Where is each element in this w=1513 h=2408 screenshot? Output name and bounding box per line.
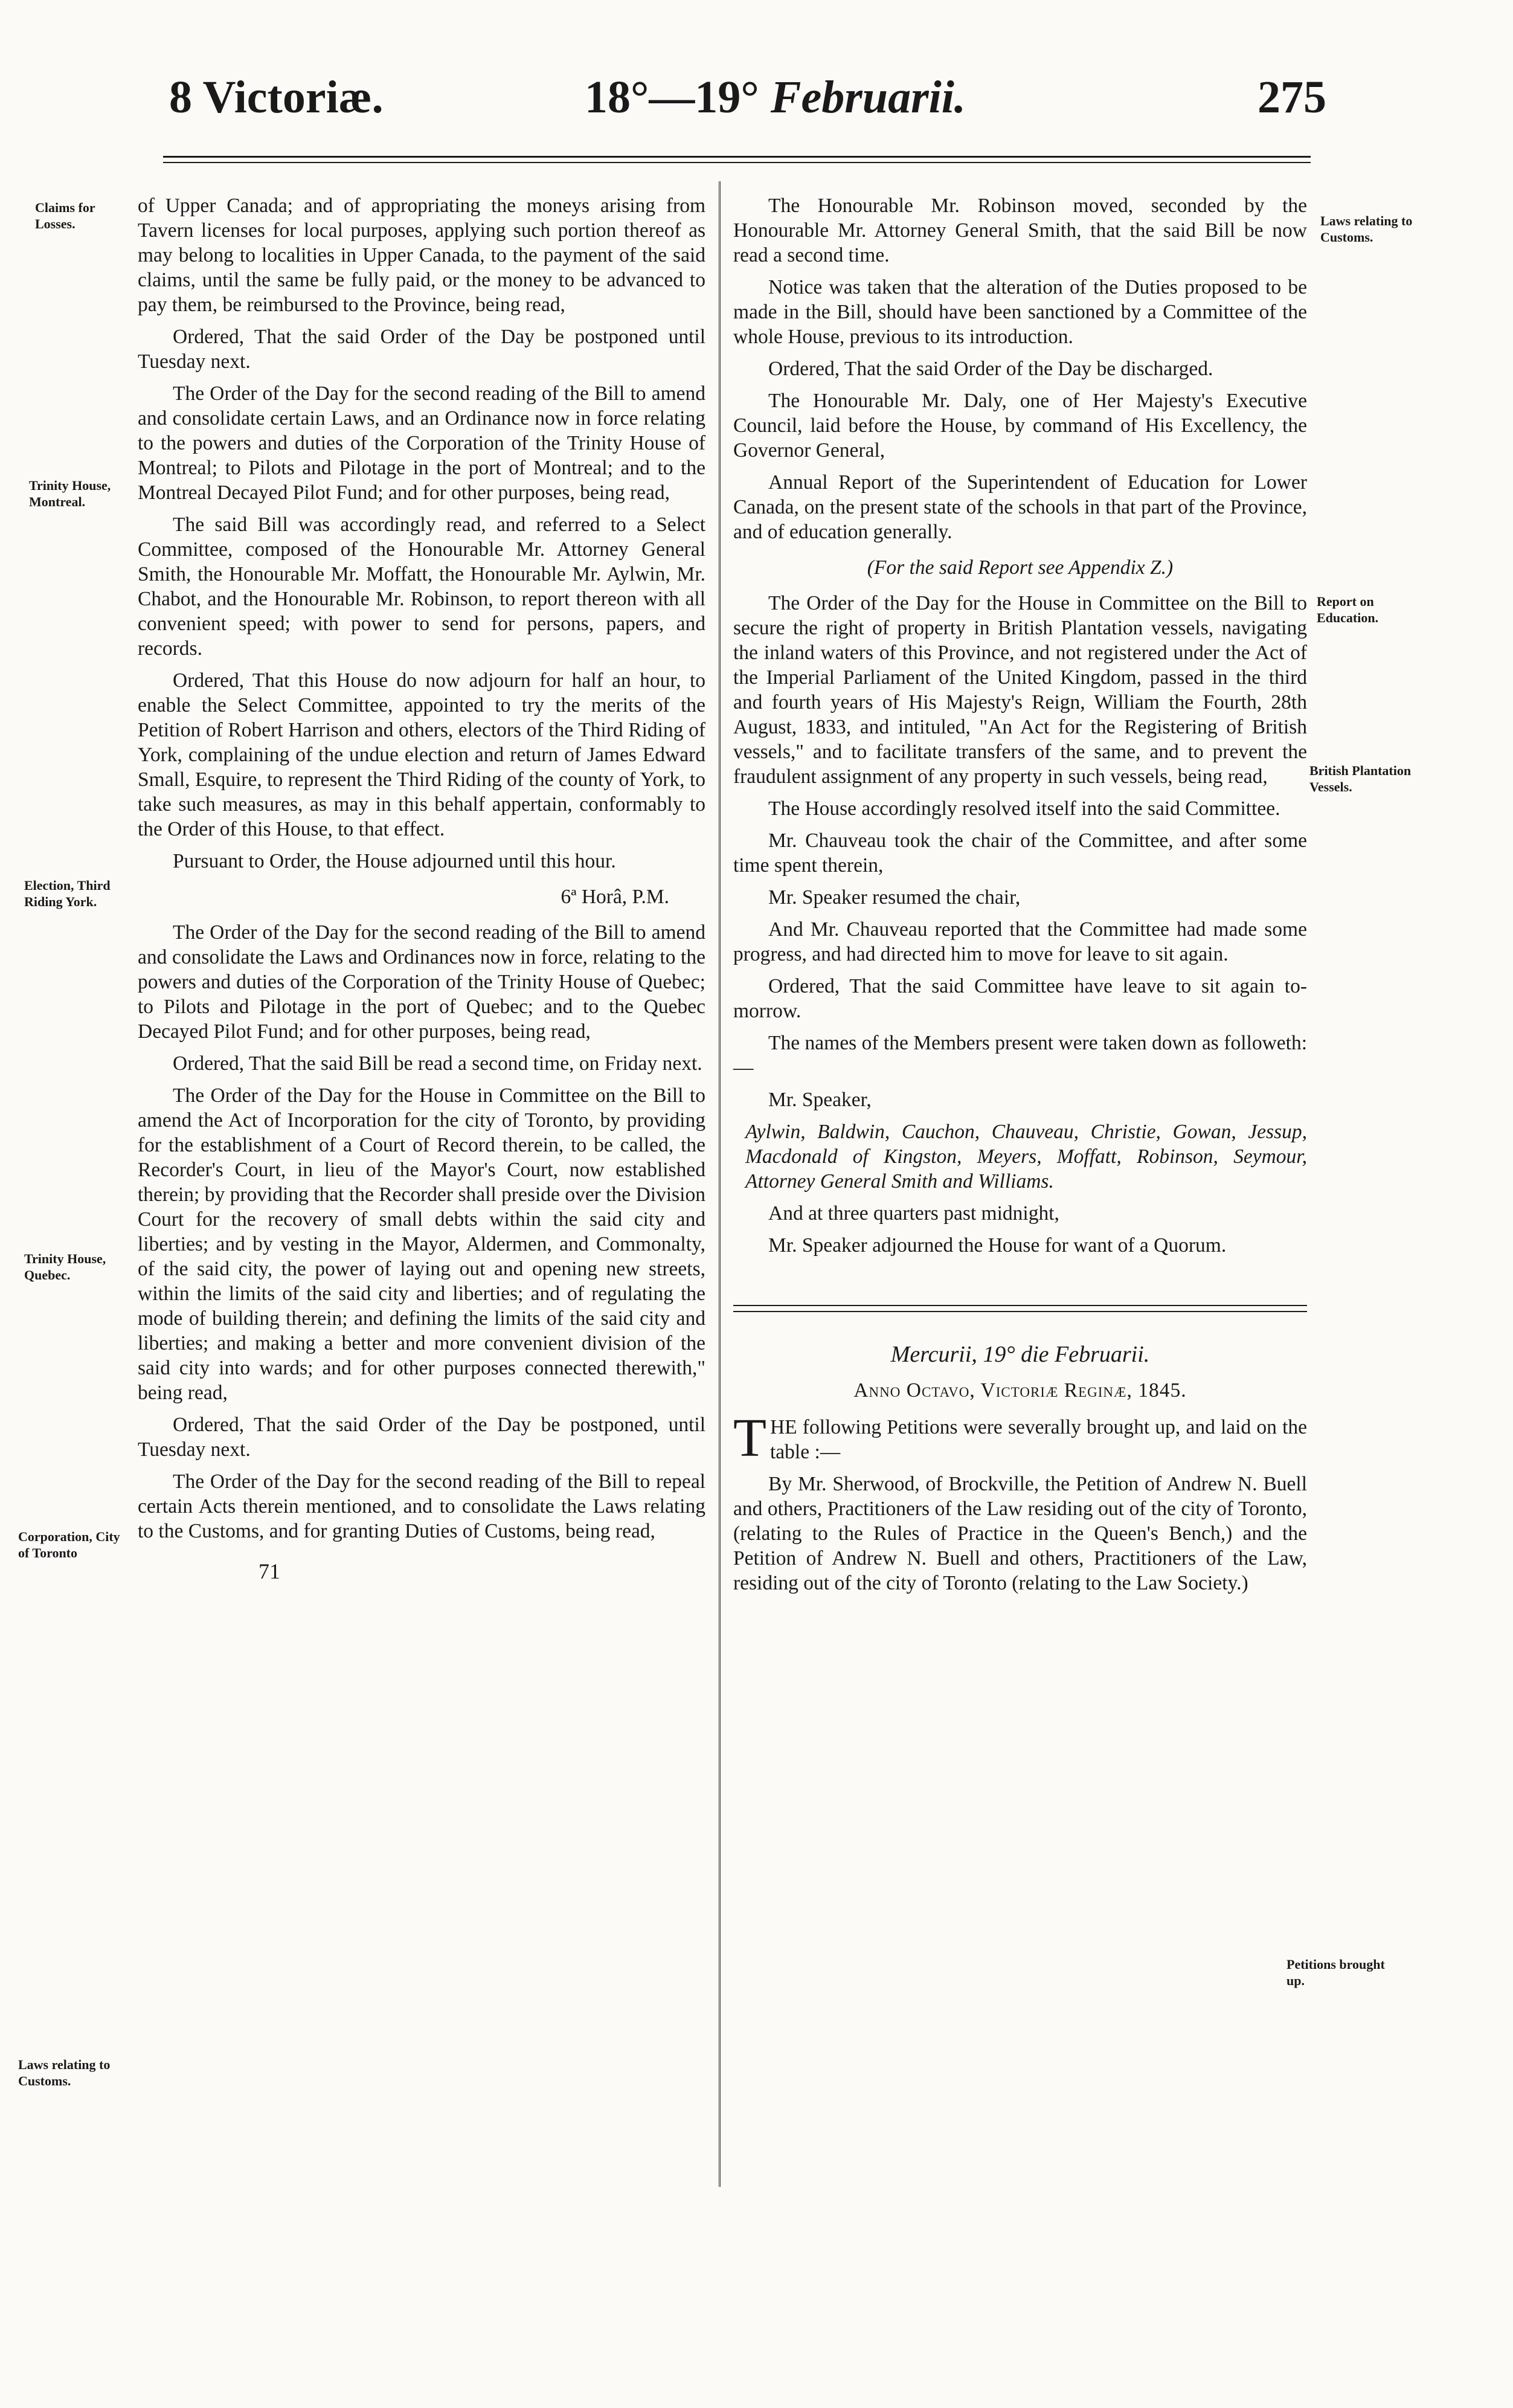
paragraph: And Mr. Chauveau reported that the Committee had made some progress, and had directed him to move for leave to sit again. <box>733 918 1307 965</box>
margin-note-laws-customs-right: Laws relating to Customs. <box>1320 213 1413 245</box>
paragraph: of Upper Canada; and of appropriating the moneys arising from Tavern licenses for local purposes, applying such portion thereof as may belong to localities in Upper Canada, to the payment of the said claims, until the same be fully paid, or the money to be advanced to pay them, be reimbursed to the Province, being read, <box>138 195 705 316</box>
header-date-days: 18°—19° <box>585 72 759 123</box>
paragraph: Ordered, That the said Order of the Day be postponed until Tuesday next. <box>138 326 705 373</box>
paragraph: Annual Report of the Superintendent of Education for Lower Canada, on the present state of the schools in that part of the Province, and of education generally. <box>733 471 1307 543</box>
signature-mark: 71 <box>259 1559 280 1583</box>
petitions-intro-text: HE following Petitions were severally brought up, and laid on the table :— <box>769 1416 1307 1463</box>
paragraph: The House accordingly resolved itself into the said Committee. <box>768 797 1280 820</box>
paragraph: Mr. Chauveau took the chair of the Committee, and after some time spent therein, <box>733 829 1307 877</box>
paragraph: The names of the Members present were taken down as followeth:— <box>733 1032 1307 1079</box>
section-rule-top <box>733 1305 1307 1306</box>
paragraph: The said Bill was accordingly read, and referred to a Select Committee, composed of the Honourable Mr. Attorney General Smith, the Honourable Mr. Moffatt, the Honourable Mr. Aylwin, Mr. Chabot, and the Honourable Mr. Robinson, to report thereon with all convenient speed; with power to send for persons, papers, and records. <box>138 513 705 660</box>
paragraph: Ordered, That the said Committee have leave to sit again to-morrow. <box>733 975 1307 1022</box>
year-heading: Anno Octavo, Victoriæ Reginæ, 1845. <box>853 1379 1187 1402</box>
section-rule-bottom <box>733 1311 1307 1312</box>
drop-cap: T <box>733 1408 766 1468</box>
paragraph: Mr. Speaker resumed the chair, <box>768 886 1021 909</box>
paragraph: Pursuant to Order, the House adjourned until this hour. <box>173 850 616 872</box>
day-heading: Mercurii, 19° die Februarii. <box>890 1342 1150 1367</box>
paragraph: And at three quarters past midnight, <box>768 1202 1059 1225</box>
margin-note-election-york: Election, Third Riding York. <box>24 878 111 909</box>
paragraph: The Order of the Day for the second reading of the Bill to amend and consolidate the Laws and Ordinances now in force, relating to the powers and duties of the Corporation of the Trinity House of Quebec; to Pilots and Pilotage in the port of Quebec; and to the Quebec Decayed Pilot Fund; and for other purposes, being read, <box>138 921 705 1043</box>
margin-note-petitions: Petitions brought up. <box>1287 1957 1385 1988</box>
member-names: Aylwin, Baldwin, Cauchon, Chauveau, Christie, Gowan, Jessup, Macdonald of Kingston, Meyers, Moffatt, Robinson, Seymour, Attorney General Smith and Williams. <box>745 1121 1307 1193</box>
paragraph: Notice was taken that the alteration of the Duties proposed to be made in the Bill, should have been sanctioned by a Committee of the whole House, previous to its introduction. <box>733 276 1307 348</box>
paragraph: The Order of the Day for the House in Committee on the Bill to secure the right of property in British Plantation vessels, navigating the inland waters of this Province, and not registered under the Act of the Imperial Parliament of the United Kingdom, passed in the third and fourth years of His Majesty's Reign, William the Fourth, 28th August, 1833, and intituled, "An Act for the Registering of British vessels," and to facilitate transfers of the same, and to prevent the fraudulent assignment of any property in such vessels, being read, <box>733 592 1307 788</box>
margin-note-trinity-quebec: Trinity House, Quebec. <box>24 1251 106 1283</box>
time-heading: 6ª Horâ, P.M. <box>561 886 669 908</box>
speaker-line: Mr. Speaker, <box>768 1089 872 1111</box>
paragraph: Ordered, That the said Order of the Day be discharged. <box>768 358 1213 380</box>
column-divider <box>719 181 721 2187</box>
header-date-month: Februarii. <box>770 72 966 123</box>
header-session: 8 Victoriæ. <box>169 72 384 123</box>
paragraph: Ordered, That the said Order of the Day be postponed, until Tuesday next. <box>138 1414 705 1461</box>
margin-note-british-plantation: British Plantation Vessels. <box>1309 763 1412 794</box>
header-rule-bottom <box>163 162 1311 163</box>
page-number: 275 <box>1258 72 1326 123</box>
margin-note-corporation-toronto: Corporation, City of Toronto <box>18 1529 120 1560</box>
appendix-note: (For the said Report see Appendix Z.) <box>867 556 1174 579</box>
right-column <box>733 193 1307 1603</box>
margin-note-trinity-montreal: Trinity House, Montreal. <box>29 478 111 509</box>
margin-note-laws-customs-left: Laws relating to Customs. <box>18 2057 111 2088</box>
margin-note-report-education: Report on Education. <box>1317 594 1379 625</box>
header-rule-top <box>163 156 1311 158</box>
margin-note-claims: Claims for Losses. <box>35 200 95 231</box>
paragraph: Mr. Speaker adjourned the House for want of a Quorum. <box>768 1234 1227 1257</box>
paragraph: The Honourable Mr. Robinson moved, seconded by the Honourable Mr. Attorney General Smith, that the said Bill be now read a second time. <box>733 195 1307 266</box>
paragraph: The Honourable Mr. Daly, one of Her Majesty's Executive Council, laid before the House, by command of His Excellency, the Governor General, <box>733 390 1307 462</box>
header-date <box>585 71 966 124</box>
paragraph: The Order of the Day for the House in Committee on the Bill to amend the Act of Incorporation for the city of Toronto, by providing for the establishment of a Court of Record therein, to be called, the Recorder's Court, in lieu of the Mayor's Court, now established therein; by providing that the Recorder shall preside over the Division Court for the recovery of small debts within the said city and liberties; and by vesting in the Mayor, Aldermen, and Commonalty, of the said city, the power of laying out and opening new streets, within the limits of the said city and liberties; and of regulating the mode of building therein; and defining the limits of the said city and liberties; and making a better and more convenient division of the said city into wards; and for other purposes connected therewith," being read, <box>138 1084 705 1404</box>
paragraph: The Order of the Day for the second reading of the Bill to amend and consolidate certain Laws, and an Ordinance now in force relating to the powers and duties of the Corporation of the Trinity House of Montreal; to Pilots and Pilotage in the port of Montreal; and to the Montreal Decayed Pilot Fund; and for other purposes, being read, <box>138 382 705 504</box>
petitions-intro <box>733 1408 1307 1468</box>
paragraph: Ordered, That the said Bill be read a second time, on Friday next. <box>173 1052 702 1075</box>
paragraph: The Order of the Day for the second reading of the Bill to repeal certain Acts therein mentioned, and to consolidate the Laws relating to the Customs, and for granting Duties of Customs, being read, <box>138 1470 705 1542</box>
paragraph: Ordered, That this House do now adjourn for half an hour, to enable the Select Committee, appointed to try the merits of the Petition of Robert Harrison and others, electors of the Third Riding of York, complaining of the undue election and return of James Edward Small, Esquire, to represent the Third Riding of the county of York, to take such measures, as may in this behalf appertain, conformably to the Order of this House, to that effect. <box>138 669 705 840</box>
paragraph: By Mr. Sherwood, of Brockville, the Petition of Andrew N. Buell and others, Practitioners of the Law residing out of the city of Toronto, (relating to the Rules of Practice in the Queen's Bench,) and the Petition of Andrew N. Buell and others, Practitioners of the Law, residing out of the city of Toronto (relating to the Law Society.) <box>733 1473 1307 1594</box>
left-column <box>138 193 705 1584</box>
